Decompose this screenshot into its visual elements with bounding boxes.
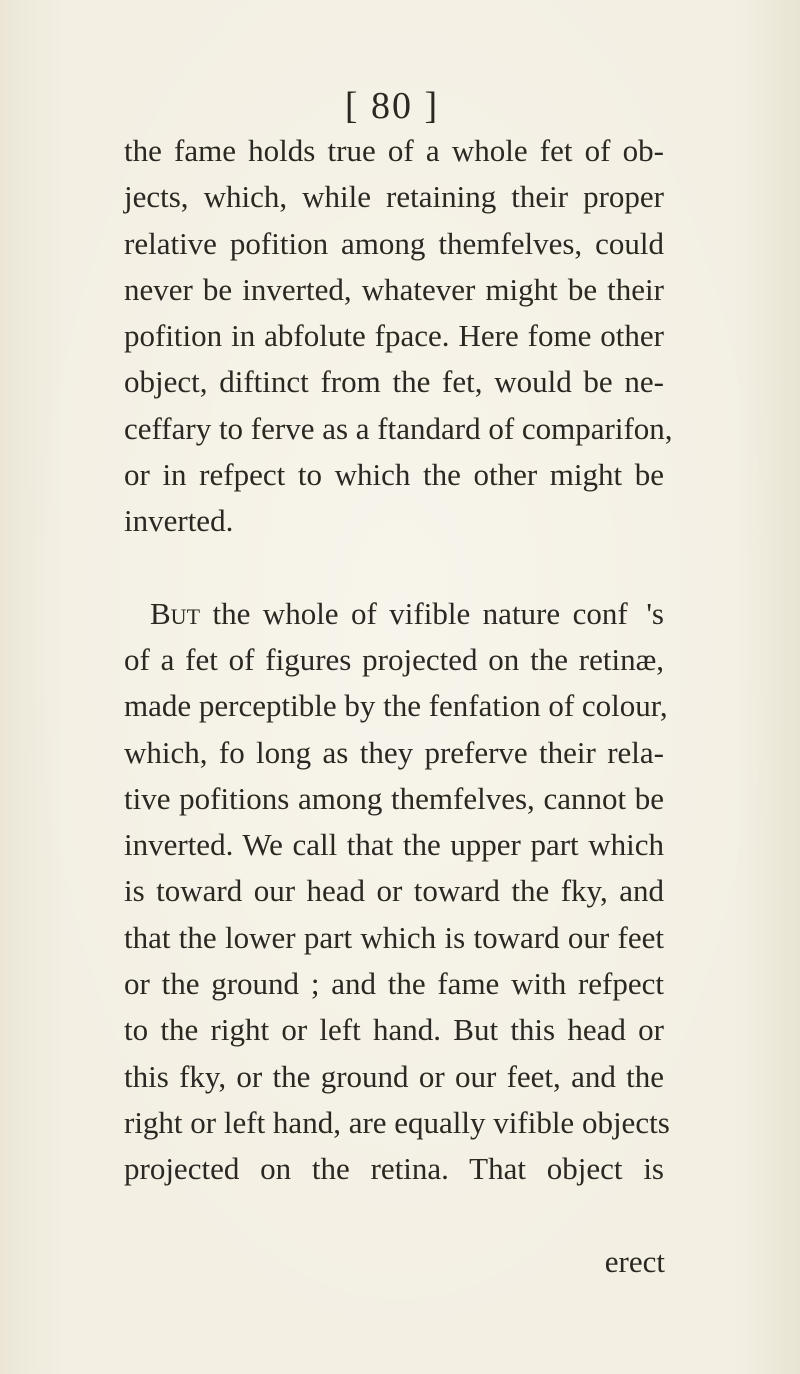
- text-line: jects, which, while retaining their proper: [124, 179, 664, 215]
- body-text: [124, 128, 673, 1193]
- text-line: the fame holds true of a whole fet of ob-: [124, 133, 664, 168]
- text-line: inverted.: [124, 503, 234, 539]
- text-line: never be inverted, whatever might be their: [124, 271, 664, 307]
- text-line: ceffary to ferve as a ftandard of comparifon,: [124, 410, 673, 446]
- paragraph-gap: [124, 545, 664, 591]
- text-line: relative pofition among themfelves, could: [124, 225, 664, 261]
- text-line: tive pofitions among themfelves, cannot be: [124, 780, 664, 816]
- text-line: inverted. We call that the upper part which: [124, 827, 664, 863]
- text-line: object, diftinct from the fet, would be ne-: [124, 364, 664, 400]
- text-line: or in refpect to which the other might be: [124, 457, 664, 493]
- text-line: pofition in abfolute fpace. Here fome other: [124, 318, 664, 354]
- text-line: or the ground ; and the fame with refpect: [124, 966, 664, 1002]
- text-line: of a fet of figures projected on the retinæ,: [124, 641, 664, 677]
- catchword: erect: [604, 1244, 665, 1279]
- drop-word: But: [150, 595, 201, 631]
- paragraph-2: [124, 591, 670, 1193]
- text-line: is toward our head or toward the fky, and: [124, 873, 664, 909]
- page-number: [ 80 ]: [344, 85, 440, 127]
- text-line-first: [124, 591, 664, 637]
- text-line: to the right or left hand. But this head or: [124, 1012, 664, 1048]
- text-line: this fky, or the ground or our feet, and the: [124, 1058, 664, 1094]
- text-line-rest: the whole of vifible nature conf 's: [200, 595, 664, 631]
- text-line: right or left hand, are equally vifible objects: [124, 1104, 670, 1140]
- text-line: made perceptible by the fenfation of colour,: [124, 688, 668, 724]
- text-line: which, fo long as they preferve their rela-: [124, 734, 664, 770]
- paragraph-1: [124, 128, 673, 545]
- text-line: projected on the retina. That object is: [124, 1151, 664, 1187]
- text-line: that the lower part which is toward our feet: [124, 919, 664, 955]
